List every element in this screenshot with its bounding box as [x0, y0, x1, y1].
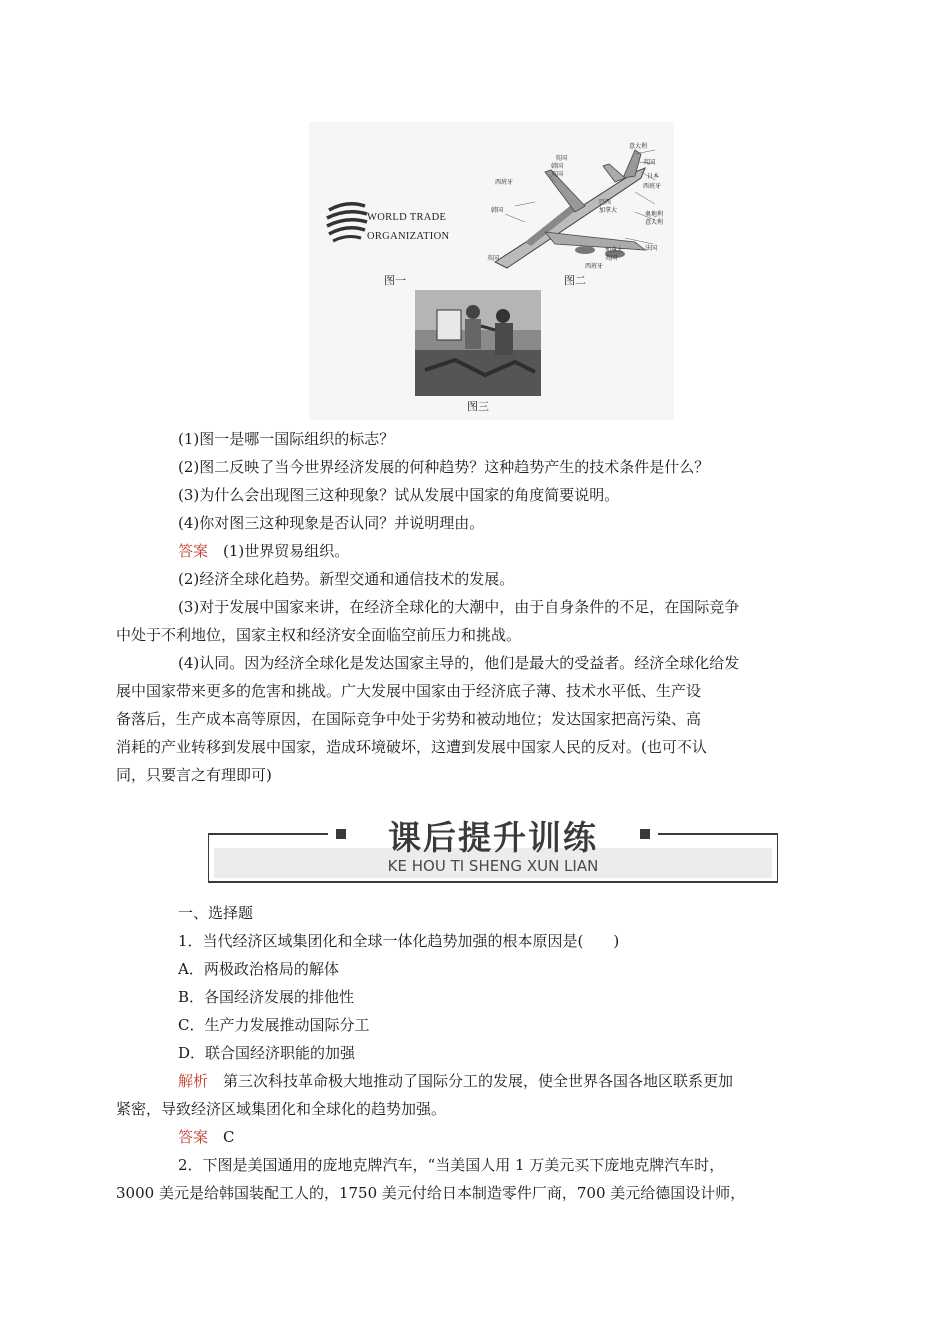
protest-photo — [415, 290, 541, 396]
plane-label: 日本 — [647, 173, 660, 180]
plane-label: 英国 — [551, 171, 564, 178]
analysis-label: 解析 — [178, 1072, 209, 1090]
plane-label: 法国 — [645, 245, 658, 252]
option-a: A．两极政治格局的解体 — [178, 960, 339, 978]
plane-label: 西班牙 — [495, 179, 514, 186]
answer-4-line-2: 展中国家带来更多的危害和挑战。广大发展中国家由于经济底子薄、技术水平低、生产设 — [116, 682, 702, 700]
wto-text-line2: ORGANIZATION — [367, 231, 450, 242]
section-heading: 一、选择题 — [178, 904, 254, 922]
answer-3-line-1: (3)对于发展中国家来讲，在经济全球化的大潮中，由于自身条件的不足，在国际竞争 — [178, 598, 740, 616]
question-2-line-1: 2．下图是美国通用的庞地克牌汽车，“当美国人用 1 万美元买下庞地克牌汽车时， — [178, 1156, 725, 1174]
plane-label: 英国 — [487, 255, 500, 262]
plane-label: 英国 — [555, 155, 568, 162]
answer-4-line-5: 同，只要言之有理即可) — [116, 766, 272, 784]
figure-2-caption: 图二 — [564, 274, 586, 287]
plane-label: 英国 — [605, 255, 618, 262]
answer-3-line-2: 中处于不利地位，国家主权和经济安全面临空前压力和挑战。 — [116, 626, 522, 644]
question-2-line-2: 3000 美元是给韩国装配工人的，1750 美元付给日本制造零件厂商，700 美元给德国设计师， — [116, 1184, 746, 1202]
analysis-line-2: 紧密，导致经济区域集团化和全球化的趋势加强。 — [116, 1100, 447, 1118]
option-c: C．生产力发展推动国际分工 — [178, 1016, 370, 1034]
question-3: (3)为什么会出现图三这种现象？试从发展中国家的角度简要说明。 — [178, 486, 620, 504]
answer-label: 答案 — [178, 542, 209, 560]
q1-answer-value: C — [208, 1128, 235, 1146]
question-2: (2)图二反映了当今世界经济发展的何种趋势？这种趋势产生的技术条件是什么？ — [178, 458, 710, 476]
answer-4-line-3: 备落后，生产成本高等原因，在国际竞争中处于劣势和被动地位；发达国家把高污染、高 — [116, 710, 702, 728]
wto-text-line1: WORLD TRADE — [367, 212, 447, 223]
figure-panel — [309, 122, 674, 420]
banner-title: 课后提升训练 — [388, 818, 598, 857]
question-4: (4)你对图三这种现象是否认同？并说明理由。 — [178, 514, 485, 532]
plane-label: 意大利 — [629, 143, 648, 150]
plane-label: 加拿大 — [605, 247, 624, 254]
airplane-parts-diagram — [485, 132, 670, 272]
question-1: (1)图一是哪一国际组织的标志？ — [178, 430, 395, 448]
plane-label: 西班牙 — [643, 183, 662, 190]
analysis-text-1: 第三次科技革命极大地推动了国际分工的发展，使全世界各国各地区联系更加 — [208, 1072, 734, 1090]
q1-answer-label: 答案 — [178, 1128, 209, 1146]
q1-answer-line — [178, 1127, 235, 1147]
option-d: D．联合国经济职能的加强 — [178, 1044, 356, 1062]
analysis-line-1 — [178, 1071, 733, 1091]
plane-label: 加拿大 — [599, 207, 618, 214]
answer-2: (2)经济全球化趋势。新型交通和通信技术的发展。 — [178, 570, 515, 588]
figure-1-caption: 图一 — [384, 274, 406, 287]
question-1-stem: 1．当代经济区域集团化和全球一体化趋势加强的根本原因是( ) — [178, 932, 620, 950]
plane-label: 西班牙 — [585, 263, 604, 270]
plane-label: 英国 — [643, 159, 656, 166]
answer-1: (1)世界贸易组织。 — [223, 542, 350, 560]
plane-label: 意大利 — [645, 219, 664, 226]
figure-3-caption: 图三 — [467, 400, 489, 413]
answer-4-line-1: (4)认同。因为经济全球化是发达国家主导的，他们是最大的受益者。经济全球化给发 — [178, 654, 740, 672]
answer-4-line-4: 消耗的产业转移到发展中国家，造成环境破坏，这遭到发展中国家人民的反对。(也可不认 — [116, 738, 707, 756]
plane-label: 奥地利 — [645, 211, 664, 218]
banner-subtitle: KE HOU TI SHENG XUN LIAN — [387, 857, 599, 875]
plane-label: 韩国 — [551, 163, 564, 170]
plane-label: 韩国 — [491, 207, 504, 214]
answer-line-1 — [178, 541, 349, 561]
plane-label: 巴西 — [599, 199, 612, 206]
option-b: B．各国经济发展的排他性 — [178, 988, 355, 1006]
wto-logo-text — [367, 208, 449, 246]
section-banner — [208, 808, 778, 884]
